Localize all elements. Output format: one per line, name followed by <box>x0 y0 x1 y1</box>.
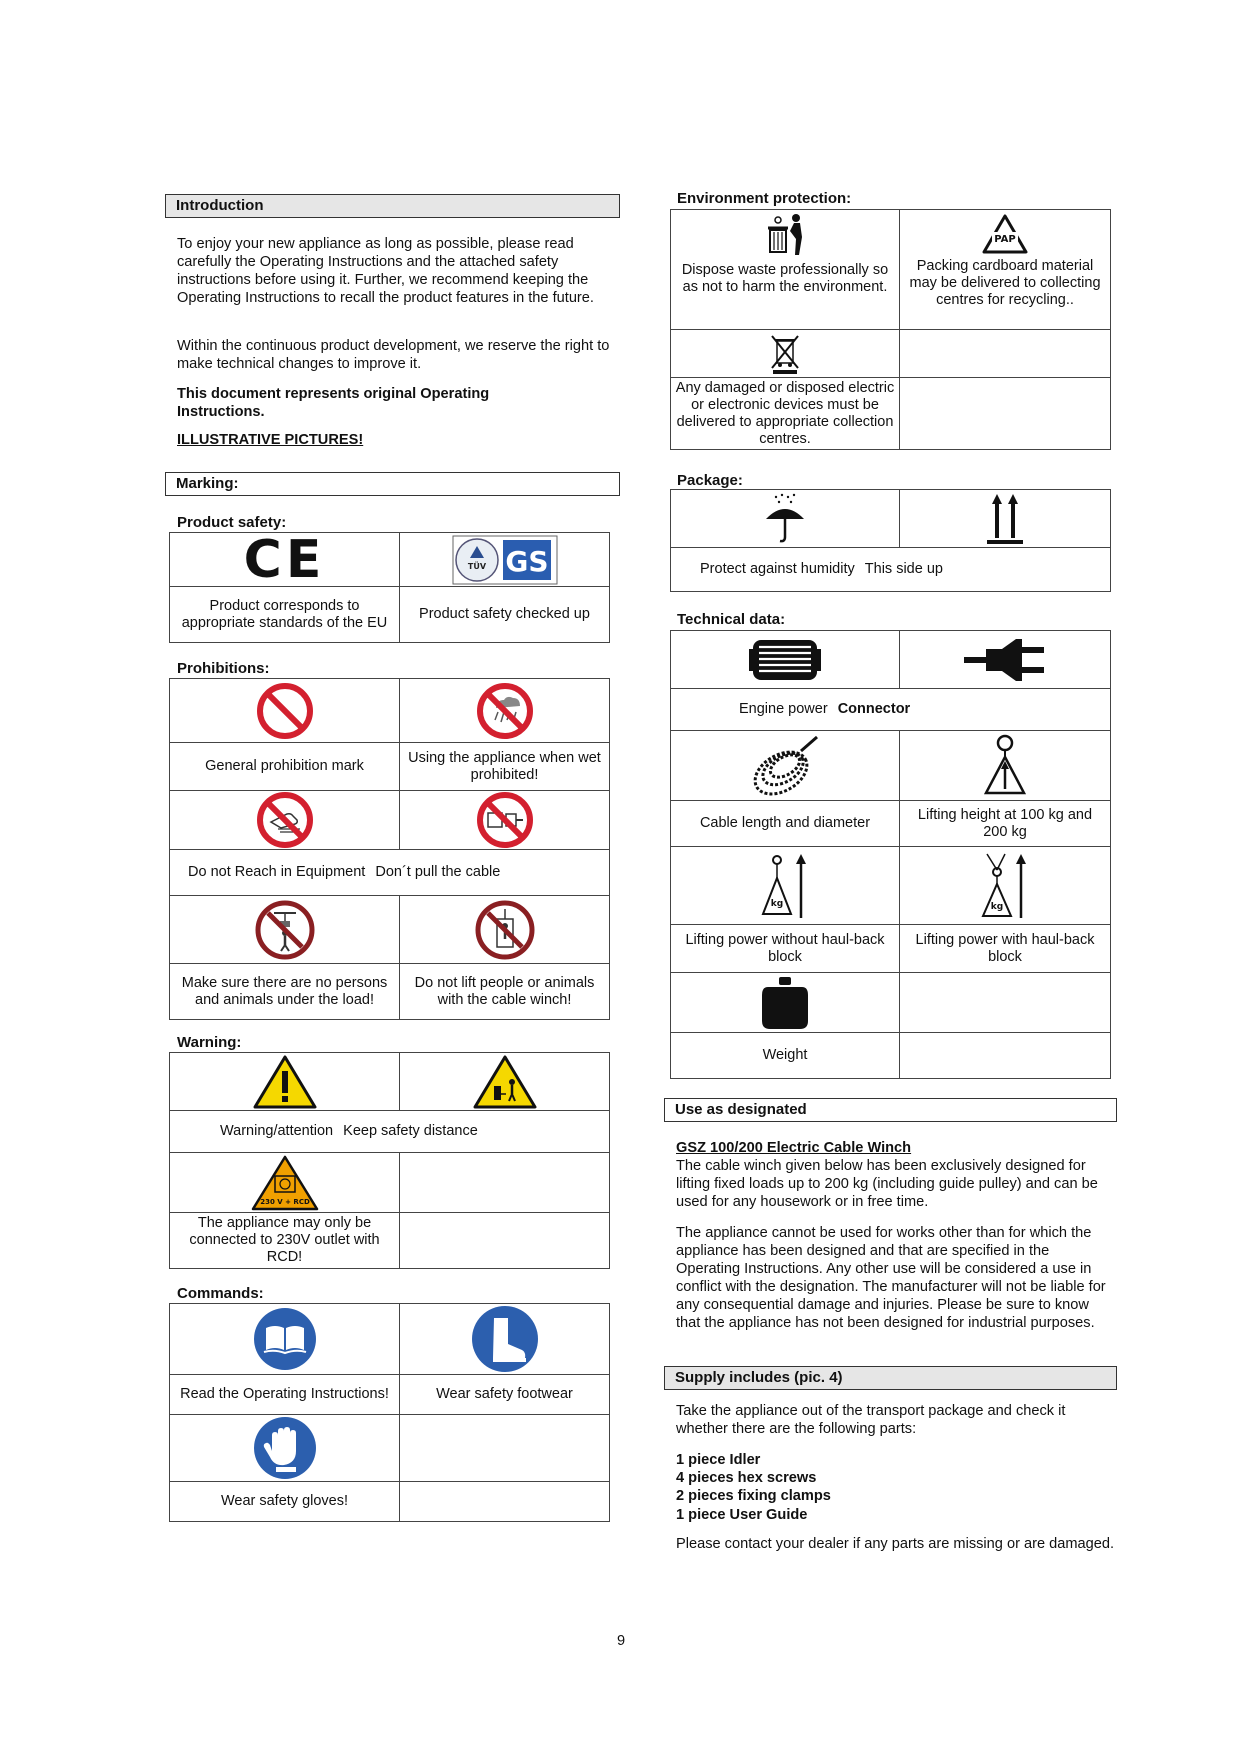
product-safety-table <box>169 529 610 643</box>
engine-power-cell <box>671 631 900 689</box>
ce-mark-cell <box>170 529 400 590</box>
coiled-cable-icon <box>745 733 825 799</box>
product-name: GSZ 100/200 Electric Cable Winch <box>676 1140 912 1156</box>
safety-gloves-icon <box>252 1415 318 1481</box>
lifting-height-cell <box>900 731 1111 801</box>
humidity-cell <box>671 490 900 548</box>
marking-title-text: Marking: <box>176 475 239 492</box>
this-side-up-label: This side up <box>864 561 943 577</box>
empty-cell <box>400 1153 610 1213</box>
safety-gloves-label: Wear safety gloves! <box>170 1482 400 1522</box>
pap-text: PAP <box>994 234 1016 245</box>
warning-attention-cell <box>170 1053 400 1111</box>
intro-illustrative-note: ILLUSTRATIVE PICTURES! <box>177 432 364 448</box>
humidity-label: Protect against humidity <box>700 561 855 577</box>
cable-length-label: Cable length and diameter <box>671 801 900 847</box>
no-rain-icon <box>476 682 534 740</box>
this-side-up-cell <box>900 490 1111 548</box>
supply-intro: Take the appliance out of the transport package and check it whether there are the following parts: <box>676 1403 1066 1437</box>
use-paragraph-1: The cable winch given below has been exclusively designed for lifting fixed loads up to 200 kg (including guide pulley) and can be used for any housework or in free time. <box>676 1158 1098 1210</box>
safety-distance-cell <box>400 1053 610 1111</box>
section-use-title <box>664 1098 1117 1122</box>
introduction-title-text: Introduction <box>176 197 264 214</box>
section-marking-title <box>165 472 620 496</box>
weight-cell <box>671 973 900 1033</box>
warning-attention-label: Warning/attention <box>220 1123 334 1139</box>
dispose-waste-cell <box>671 210 900 330</box>
no-reach-cell <box>170 791 400 850</box>
intro-paragraph-1: To enjoy your new appliance as long as possible, please read carefully the Operating Instructions and the attached safety instructions before using it. Further, we recommend keeping the Operating Instructions to recall the product features in the future. <box>177 236 594 306</box>
page-number: 9 <box>616 1633 626 1649</box>
tuv-text: TÜV <box>467 561 486 571</box>
dispose-waste-label: Dispose waste professionally so as not to harm the environment. <box>681 262 889 295</box>
no-pull-label: Don´t pull the cable <box>375 864 501 880</box>
lifting-height-label: Lifting height at 100 kg and 200 kg <box>900 801 1111 847</box>
rcd-label-text: 230 V + RCD <box>259 1197 310 1206</box>
lifting-height-icon <box>980 733 1030 799</box>
commands-heading: Commands: <box>177 1285 264 1302</box>
warning-heading: Warning: <box>177 1034 242 1051</box>
prohibitions-heading: Prohibitions: <box>177 660 270 677</box>
engine-power-label: Engine power <box>739 701 828 717</box>
commands-table <box>169 1303 610 1522</box>
no-persons-under-load-label: Make sure there are no persons and animals under the load! <box>170 964 400 1020</box>
connector-label: Connector <box>837 701 911 717</box>
general-prohibition-icon <box>256 682 314 740</box>
pap-recycling-icon <box>978 212 1032 258</box>
product-safety-heading: Product safety: <box>177 514 287 531</box>
no-persons-under-load-cell <box>170 896 400 964</box>
kg-text: kg <box>990 901 1004 912</box>
empty-cell <box>400 1213 610 1269</box>
connector-cell <box>900 631 1111 689</box>
wet-prohibited-label: Using the appliance when wet prohibited! <box>400 743 610 791</box>
rcd-outlet-warning-icon <box>250 1154 320 1212</box>
wet-prohibited-cell <box>400 679 610 743</box>
weight-icon <box>760 975 810 1031</box>
empty-cell <box>900 973 1111 1033</box>
weee-label: Any damaged or disposed electric or electronic devices must be delivered to appropriate collection centres. <box>671 378 900 450</box>
no-lift-people-label: Do not lift people or animals with the cable winch! <box>400 964 610 1020</box>
tuv-gs-mark-icon <box>451 534 559 586</box>
technical-table <box>670 630 1111 1079</box>
kg-text: kg <box>770 898 784 909</box>
empty-cell <box>900 330 1111 378</box>
plug-connector-icon <box>962 635 1048 685</box>
intro-original-note: This document represents original Operating Instructions. <box>177 386 490 420</box>
gs-text: GS <box>504 544 549 578</box>
reach-pull-labels-row <box>170 850 610 896</box>
engine-connector-labels-row <box>671 689 1111 731</box>
package-heading: Package: <box>677 472 743 489</box>
supply-item: 1 piece Idler <box>676 1452 761 1468</box>
general-prohibition-label: General prohibition mark <box>170 743 400 791</box>
safety-gloves-cell <box>170 1415 400 1482</box>
environment-table <box>670 209 1111 450</box>
safety-footwear-cell <box>400 1304 610 1375</box>
umbrella-icon <box>762 493 808 545</box>
empty-cell <box>900 378 1111 450</box>
ce-mark-label: Product corresponds to appropriate standards of the EU <box>170 587 400 643</box>
general-prohibition-cell <box>170 679 400 743</box>
rcd-warning-cell <box>170 1153 400 1213</box>
intro-paragraph-2: Within the continuous product development, we reserve the right to make technical changes to improve it. <box>177 338 610 372</box>
section-supply-title <box>664 1366 1117 1390</box>
read-instructions-label: Read the Operating Instructions! <box>170 1375 400 1415</box>
waste-bin-icon <box>760 212 810 258</box>
packing-recycle-cell <box>900 210 1111 330</box>
supply-item: 2 pieces fixing clamps <box>676 1488 831 1504</box>
empty-cell <box>900 1033 1111 1079</box>
empty-cell <box>400 1415 610 1482</box>
prohibitions-table <box>169 678 610 1020</box>
supply-title-text: Supply includes (pic. 4) <box>675 1369 843 1386</box>
no-persons-under-load-icon <box>254 899 316 961</box>
weight-label: Weight <box>671 1033 900 1079</box>
this-side-up-icon <box>983 492 1027 546</box>
supply-outro: Please contact your dealer if any parts are missing or are damaged. <box>676 1536 1115 1552</box>
technical-heading: Technical data: <box>677 611 786 628</box>
supply-item: 4 pieces hex screws <box>676 1470 817 1486</box>
environment-heading: Environment protection: <box>677 190 852 207</box>
crossed-bin-icon <box>767 333 803 375</box>
lifting-weight-pulley-icon <box>975 850 1035 922</box>
lifting-power-no-block-cell <box>671 847 900 925</box>
empty-cell <box>400 1482 610 1522</box>
read-instructions-cell <box>170 1304 400 1375</box>
warning-labels-row <box>170 1111 610 1153</box>
lifting-power-no-block-label: Lifting power without haul-back block <box>671 925 900 973</box>
package-table <box>670 489 1111 592</box>
packing-recycle-label: Packing cardboard material may be delivered to collecting centres for recycling.. <box>909 258 1101 308</box>
no-lift-people-cell <box>400 896 610 964</box>
safety-footwear-label: Wear safety footwear <box>400 1375 610 1415</box>
use-paragraph-2: The appliance cannot be used for works other than for which the appliance has been designed and that are specified in the Operating Instructions. Any other use will be considered a use in conflict with the designation. The manufacturer will not be liable for any consequential damage and injuries. Please be sure to know that the appliance has not been designed for industrial purposes. <box>676 1225 1106 1331</box>
warning-table <box>169 1052 610 1269</box>
package-labels-row <box>671 548 1111 592</box>
use-title-text: Use as designated <box>675 1101 807 1118</box>
read-manual-icon <box>252 1306 318 1372</box>
motor-icon <box>747 635 823 685</box>
weee-cell <box>671 330 900 378</box>
safety-boot-icon <box>470 1304 540 1374</box>
cable-length-cell <box>671 731 900 801</box>
tuv-gs-cell <box>400 533 610 587</box>
rcd-warning-label: The appliance may only be connected to 230V outlet with RCD! <box>170 1213 400 1269</box>
lifting-power-with-block-label: Lifting power with haul-back block <box>900 925 1111 973</box>
warning-triangle-icon <box>252 1054 318 1110</box>
supply-item: 1 piece User Guide <box>676 1507 808 1523</box>
no-reach-label: Do not Reach in Equipment <box>188 864 366 880</box>
no-lift-people-icon <box>474 899 536 961</box>
section-introduction-title <box>165 194 620 218</box>
lifting-weight-icon <box>755 850 815 922</box>
no-reach-hand-icon <box>256 791 314 849</box>
no-pull-plug-icon <box>476 791 534 849</box>
ce-mark-icon: CE <box>243 529 326 590</box>
safety-checked-label: Product safety checked up <box>400 587 610 643</box>
lifting-power-with-block-cell <box>900 847 1111 925</box>
safety-distance-label: Keep safety distance <box>343 1123 478 1139</box>
safety-distance-icon <box>472 1054 538 1110</box>
no-pull-cable-cell <box>400 791 610 850</box>
